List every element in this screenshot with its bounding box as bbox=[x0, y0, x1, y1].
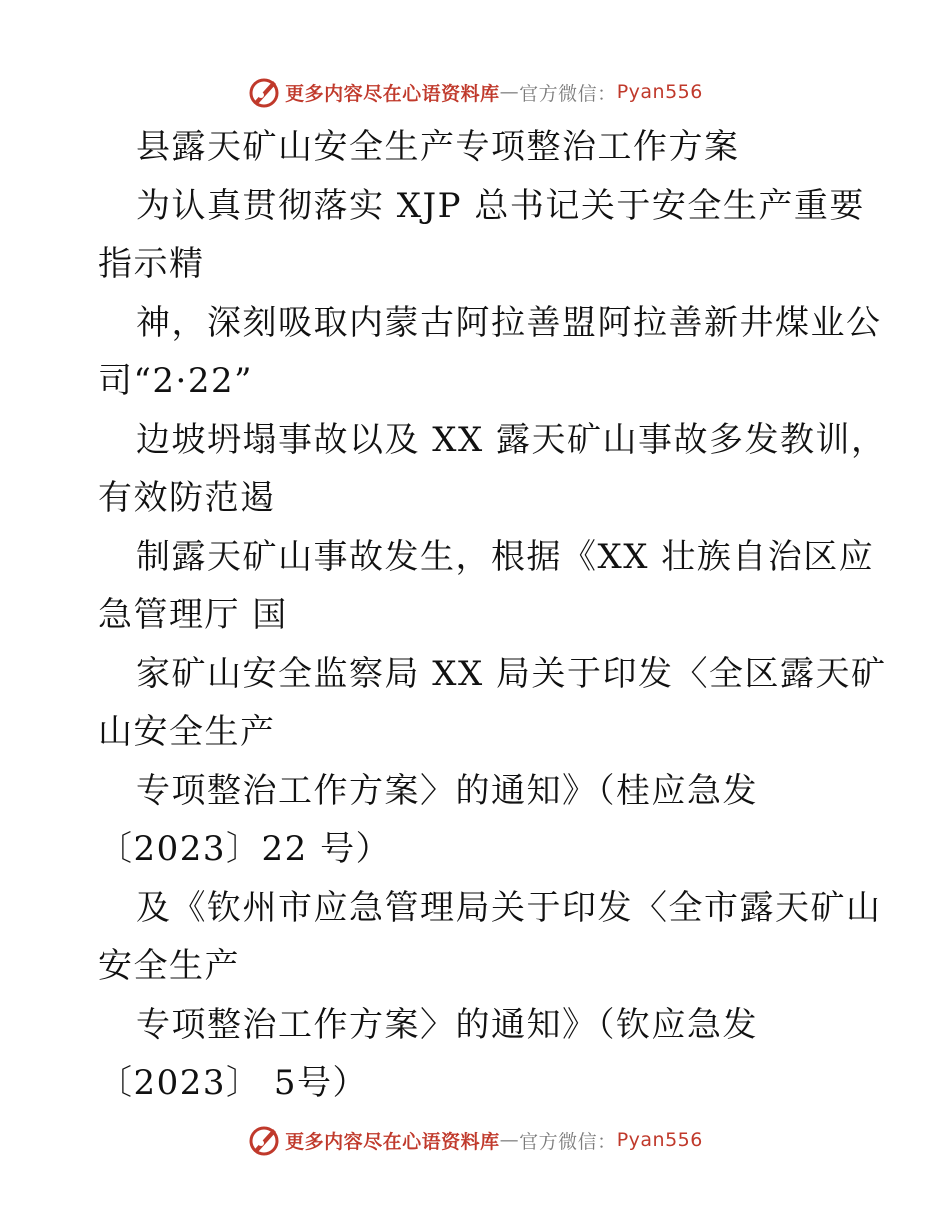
text-line: 急管理厅 国 bbox=[98, 595, 288, 635]
text-line: 家矿山安全监察局 XX 局关于印发〈全区露天矿 bbox=[136, 653, 887, 694]
pen-logo-icon bbox=[247, 75, 281, 109]
banner-wechat-label: 官方微信： bbox=[519, 1130, 617, 1153]
pen-logo-icon bbox=[247, 1123, 281, 1157]
text-line: 专项整治工作方案〉的通知》（桂应急发 bbox=[136, 770, 758, 811]
text-line: 司“2·22” bbox=[98, 361, 253, 401]
text-line: 指示精 bbox=[98, 244, 205, 284]
document-body bbox=[98, 118, 888, 1113]
banner-wechat-id: Pyan556 bbox=[616, 81, 703, 103]
text-line: 及《钦州市应急管理局关于印发〈全市露天矿山 bbox=[136, 887, 882, 928]
text-line: 神，深刻吸取内蒙古阿拉善盟阿拉善新井煤业公 bbox=[136, 302, 882, 343]
header-watermark-banner bbox=[0, 72, 950, 112]
text-line: 安全生产 bbox=[98, 946, 240, 986]
text-line: 〔2023〕22 号） bbox=[98, 829, 392, 869]
text-line: 有效防范遏 bbox=[98, 478, 276, 518]
banner-separator: — bbox=[499, 81, 520, 103]
banner-main-text: 更多内容尽在心语资料库 bbox=[285, 1130, 500, 1153]
text-line: 制露天矿山事故发生，根据《XX 壮族自治区应 bbox=[136, 536, 875, 577]
text-line: 〔2023〕 5号） bbox=[98, 1063, 368, 1103]
text-line: 为认真贯彻落实 XJP 总书记关于安全生产重要 bbox=[136, 185, 865, 226]
footer-watermark-banner bbox=[0, 1120, 950, 1160]
text-line: 山安全生产 bbox=[98, 712, 276, 752]
text-line: 专项整治工作方案〉的通知》（钦应急发 bbox=[136, 1004, 758, 1045]
banner-main-text: 更多内容尽在心语资料库 bbox=[285, 82, 500, 105]
banner-separator: — bbox=[499, 1129, 520, 1151]
document-title: 县露天矿山安全生产专项整治工作方案 bbox=[136, 127, 740, 167]
text-line: 边坡坍塌事故以及 XX 露天矿山事故多发教训， bbox=[136, 419, 887, 460]
banner-wechat-label: 官方微信： bbox=[519, 82, 617, 105]
banner-wechat-id: Pyan556 bbox=[616, 1129, 703, 1151]
